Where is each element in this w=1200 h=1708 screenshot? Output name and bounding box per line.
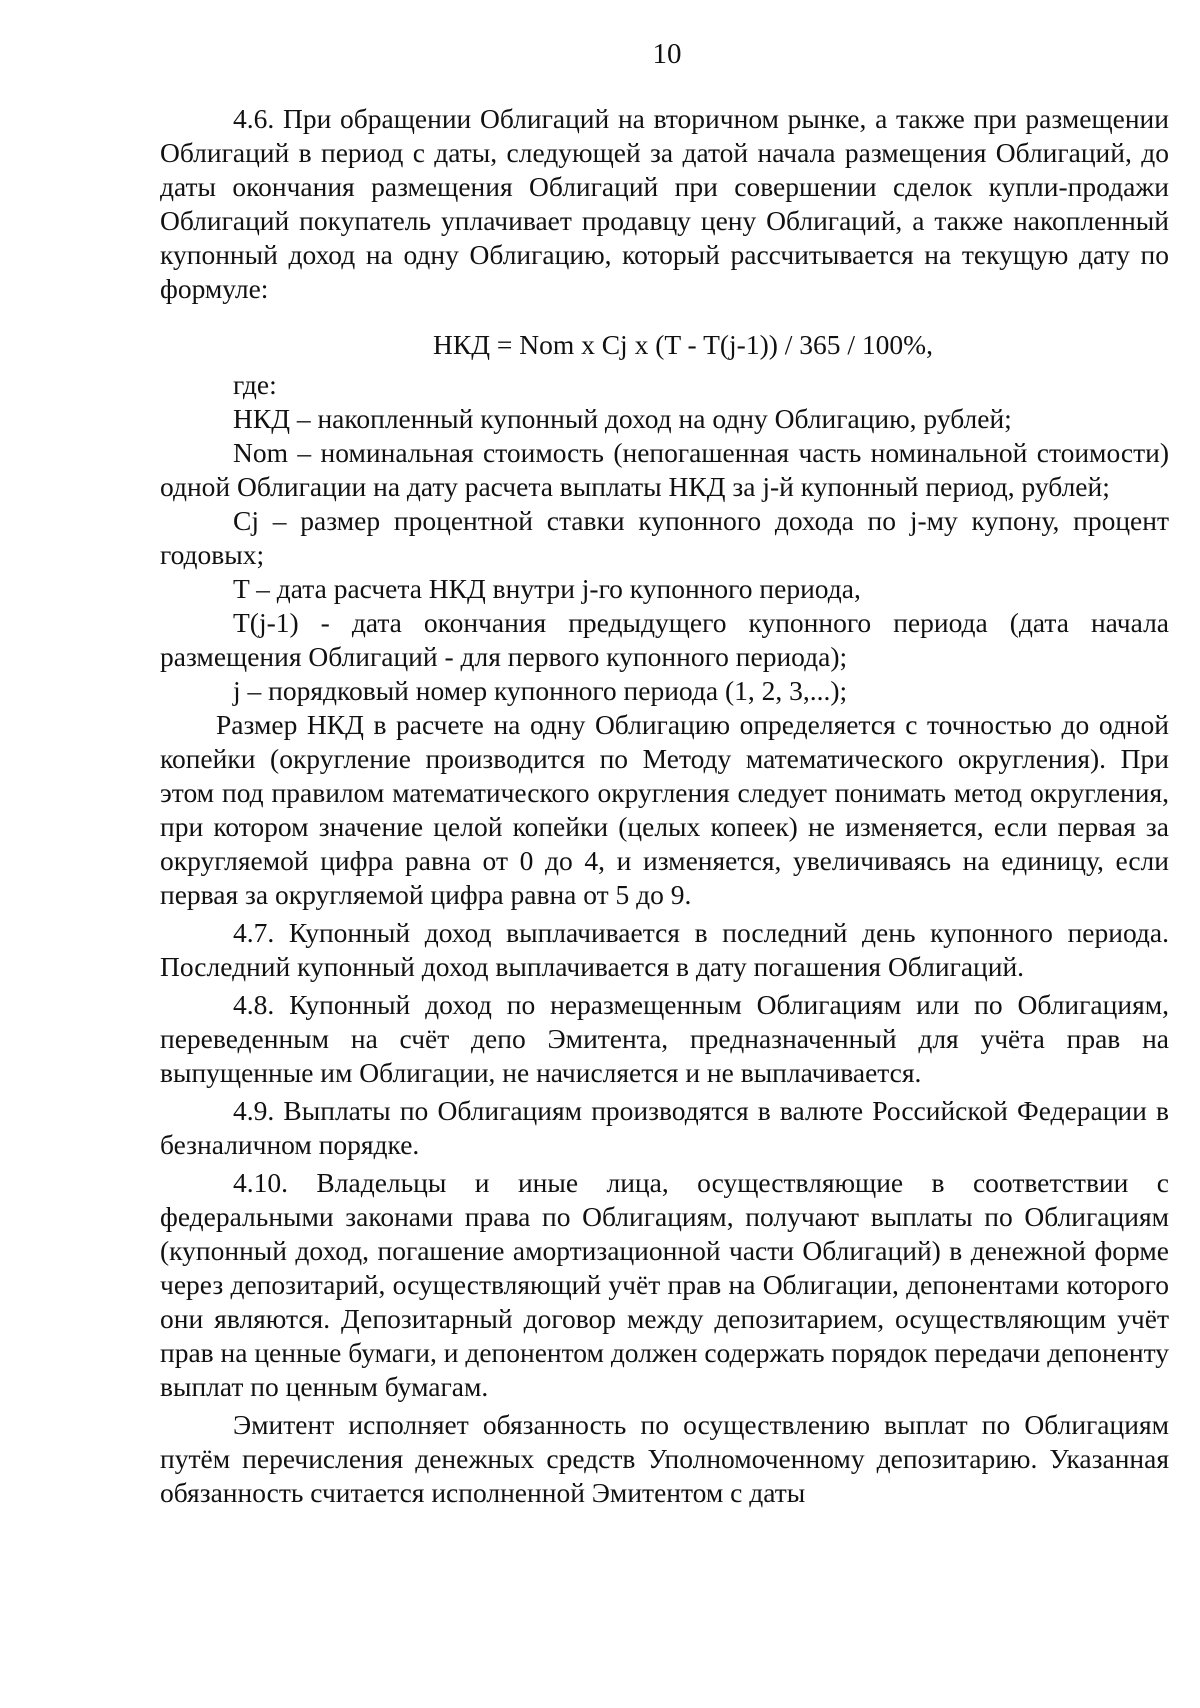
paragraph-rounding: Размер НКД в расчете на одну Облигацию определяется с точностью до одной копейки (округление производится по Методу математического округления). При этом под правилом математического округления следует понимать метод округления, при котором значение целой копейки (целых копеек) не изменяется, если первая за округляемой цифра равна от 0 до 4, и изменяется, увеличиваясь на единицу, если первая за округляемой цифра равна от 5 до 9.	[160, 709, 1169, 910]
definition-t-j-1: T(j-1) - дата окончания предыдущего купонного периода (дата начала размещения Облигаций - для первого купонного периода);	[160, 607, 1169, 672]
page-number: 10	[652, 38, 682, 70]
where-label: где:	[233, 369, 277, 400]
paragraph-4-6: 4.6. При обращении Облигаций на вторичном рынке, а также при размещении Облигаций в период с даты, следующей за датой начала размещения Облигаций, до даты окончания размещения Облигаций при совершении сделок купли-продажи Облигаций покупатель уплачивает продавцу цену Облигаций, а также накопленный купонный доход на одну Облигацию, который рассчитывается на текущую дату по формуле:	[160, 103, 1169, 304]
paragraph-4-8: 4.8. Купонный доход по неразмещенным Облигациям или по Облигациям, переведенным на счёт депо Эмитента, предназначенный для учёта прав на выпущенные им Облигации, не начисляется и не выплачивается.	[160, 989, 1169, 1088]
paragraph-emitent: Эмитент исполняет обязанность по осуществлению выплат по Облигациям путём перечисления денежных средств Уполномоченному депозитарию. Указанная обязанность считается исполненной Эмитентом с даты	[160, 1409, 1169, 1508]
document-body	[160, 102, 1169, 1510]
definition-nkd: НКД – накопленный купонный доход на одну Облигацию, рублей;	[233, 403, 1012, 434]
definition-j: j – порядковый номер купонного периода (1, 2, 3,...);	[233, 675, 848, 706]
definition-nom: Nom – номинальная стоимость (непогашенная часть номинальной стоимости) одной Облигации на дату расчета выплаты НКД за j-й купонный период, рублей;	[160, 437, 1169, 502]
paragraph-4-10: 4.10. Владельцы и иные лица, осуществляющие в соответствии с федеральными законами права по Облигациям, получают выплаты по Облигациям (купонный доход, погашение амортизационной части Облигаций) в денежной форме через депозитарий, осуществляющий учёт прав на Облигации, депонентами которого они являются. Депозитарный договор между депозитарием, осуществляющим учёт прав на ценные бумаги, и депонентом должен содержать порядок передачи депоненту выплат по ценным бумагам.	[160, 1167, 1169, 1402]
definition-t: T – дата расчета НКД внутри j-го купонного периода,	[233, 573, 861, 604]
paragraph-4-9: 4.9. Выплаты по Облигациям производятся в валюте Российской Федерации в безналичном порядке.	[160, 1095, 1169, 1160]
nkd-formula: НКД = Nom x Cj x (T - T(j-1)) / 365 / 100%,	[433, 329, 933, 360]
paragraph-4-7: 4.7. Купонный доход выплачивается в последний день купонного периода. Последний купонный доход выплачивается в дату погашения Облигаций.	[160, 917, 1169, 982]
definition-cj: Cj – размер процентной ставки купонного дохода по j-му купону, процент годовых;	[160, 505, 1169, 570]
